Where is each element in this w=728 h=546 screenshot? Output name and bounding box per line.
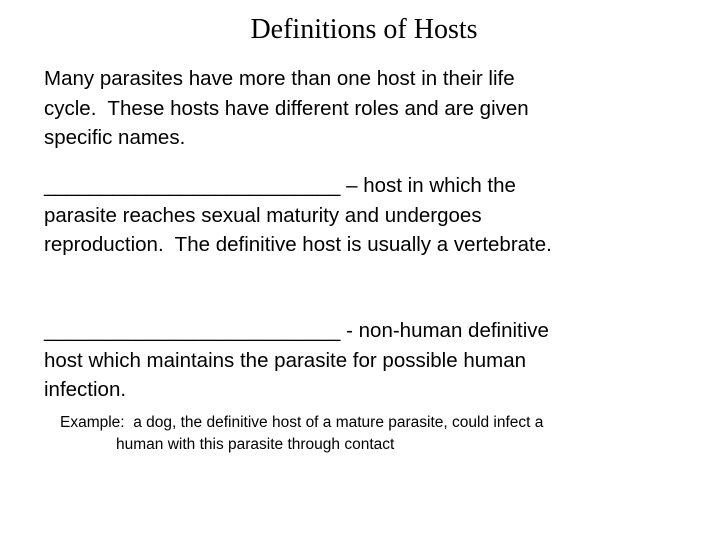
example-text (60, 412, 700, 456)
example-line: Example: a dog, the definitive host of a mature parasite, could infect a (60, 414, 544, 431)
reservoir-host-line: __________________________ - non-human definitive (44, 319, 549, 342)
slide-title: Definitions of Hosts (250, 14, 478, 45)
reservoir-host-line: host which maintains the parasite for possible human (44, 348, 527, 372)
intro-line: specific names. (44, 126, 186, 149)
definitive-host-line: reproduction. The definitive host is usually a vertebrate. (44, 233, 552, 256)
definitive-host-line: __________________________ – host in which the (44, 174, 516, 197)
definitive-host-paragraph (44, 171, 684, 260)
intro-paragraph (44, 64, 684, 153)
reservoir-host-paragraph (44, 316, 684, 405)
example-line: human with this parasite through contact (116, 436, 395, 453)
intro-line: Many parasites have more than one host in their life (44, 67, 515, 90)
reservoir-host-line: infection. (44, 378, 127, 401)
definitive-host-line: parasite reaches sexual maturity and undergoes (44, 203, 482, 227)
intro-line: cycle. These hosts have different roles and are given (44, 96, 529, 120)
